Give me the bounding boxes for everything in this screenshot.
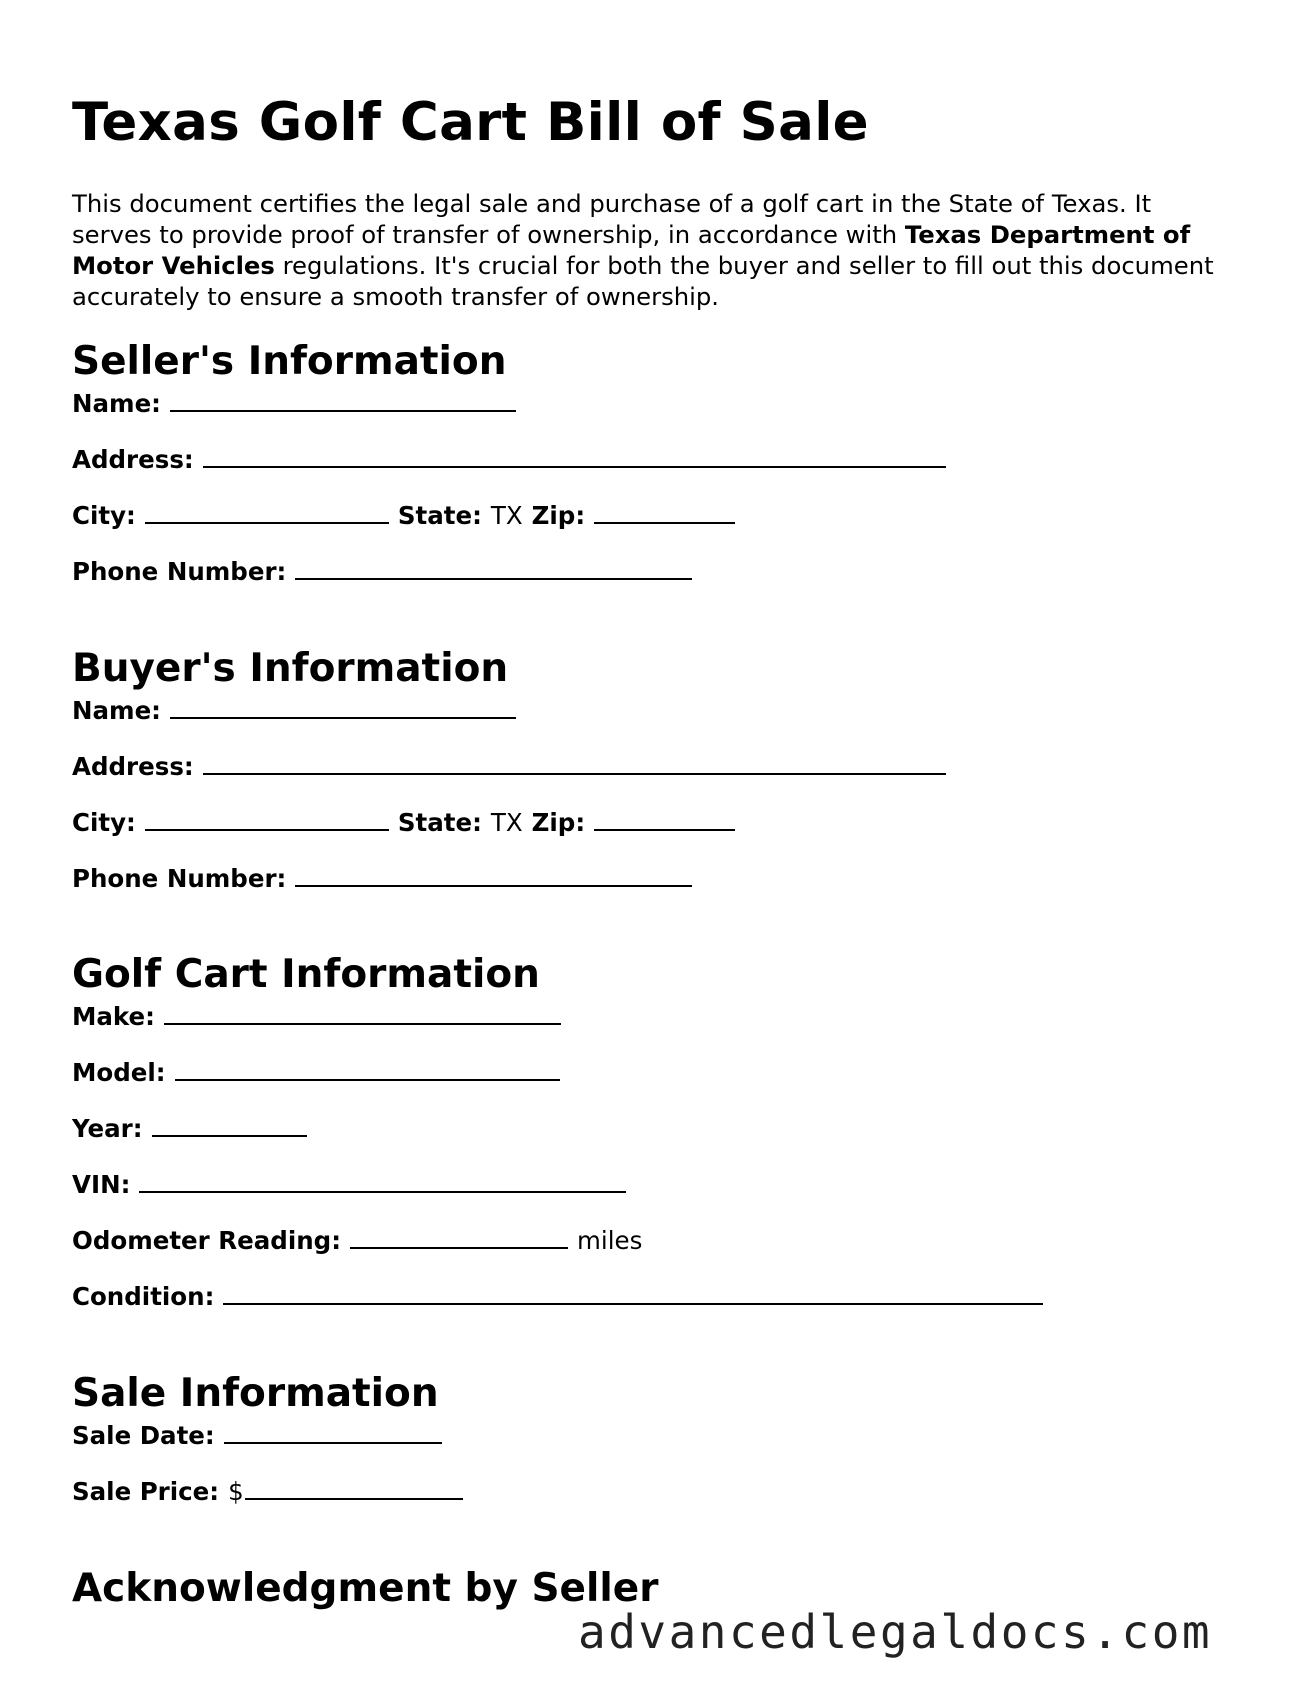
buyer-address-row xyxy=(72,750,946,784)
seller-address-row xyxy=(72,443,946,477)
cart-condition-label: Condition: xyxy=(72,1282,215,1311)
cart-odometer-label: Odometer Reading: xyxy=(72,1226,342,1255)
buyer-city-label: City: xyxy=(72,808,136,837)
acknowledgment-heading: Acknowledgment by Seller xyxy=(72,1566,659,1611)
sale-price-field[interactable] xyxy=(245,1476,463,1500)
cart-odometer-row xyxy=(72,1224,642,1258)
seller-phone-row xyxy=(72,555,692,589)
cart-vin-label: VIN: xyxy=(72,1170,131,1199)
seller-phone-label: Phone Number: xyxy=(72,557,287,586)
seller-state-label: State: xyxy=(397,501,482,530)
intro-text-2: regulations. It's crucial for both the buyer and seller to fill out this document accurately to ensure a smooth transfer of ownership. xyxy=(72,251,1214,311)
cart-year-label: Year: xyxy=(72,1114,143,1143)
cart-condition-field[interactable] xyxy=(223,1281,1043,1305)
seller-name-field[interactable] xyxy=(170,388,516,412)
watermark: advancedlegaldocs.com xyxy=(578,1605,1213,1659)
sale-date-row xyxy=(72,1419,442,1453)
seller-heading: Seller's Information xyxy=(72,339,507,384)
buyer-address-field[interactable] xyxy=(203,751,946,775)
buyer-city-field[interactable] xyxy=(145,807,389,831)
buyer-name-row xyxy=(72,694,516,728)
intro-bold-text: Texas Department of Motor Vehicles xyxy=(72,220,1191,280)
seller-zip-label: Zip: xyxy=(531,501,586,530)
cart-odometer-field[interactable] xyxy=(350,1225,568,1249)
seller-address-field[interactable] xyxy=(203,444,946,468)
cart-make-field[interactable] xyxy=(164,1001,561,1025)
seller-name-label: Name: xyxy=(72,389,161,418)
buyer-zip-field[interactable] xyxy=(594,807,735,831)
seller-phone-field[interactable] xyxy=(295,556,692,580)
cart-year-field[interactable] xyxy=(152,1113,307,1137)
buyer-phone-row xyxy=(72,862,692,896)
buyer-name-label: Name: xyxy=(72,696,161,725)
buyer-phone-field[interactable] xyxy=(295,863,692,887)
cart-year-row xyxy=(72,1112,307,1146)
sale-date-field[interactable] xyxy=(224,1420,442,1444)
intro-paragraph xyxy=(72,188,1237,312)
sale-price-label: Sale Price: xyxy=(72,1477,220,1506)
buyer-state-value: TX xyxy=(490,808,523,837)
seller-zip-field[interactable] xyxy=(594,500,735,524)
buyer-address-label: Address: xyxy=(72,752,194,781)
cart-vin-field[interactable] xyxy=(139,1169,626,1193)
intro-text-1: This document certifies the legal sale and purchase of a golf cart in the State of Texas. It serves to provide proof of transfer of ownership, in accordance with xyxy=(72,189,1152,249)
cart-condition-row xyxy=(72,1280,1043,1314)
seller-state-value: TX xyxy=(490,501,523,530)
golf-cart-heading: Golf Cart Information xyxy=(72,952,540,997)
document-title: Texas Golf Cart Bill of Sale xyxy=(72,92,869,153)
cart-model-row xyxy=(72,1056,560,1090)
buyer-city-row xyxy=(72,806,735,840)
cart-make-label: Make: xyxy=(72,1002,155,1031)
seller-address-label: Address: xyxy=(72,445,194,474)
cart-make-row xyxy=(72,1000,561,1034)
sale-price-currency: $ xyxy=(228,1477,244,1506)
buyer-zip-label: Zip: xyxy=(531,808,586,837)
buyer-heading: Buyer's Information xyxy=(72,646,509,691)
sale-price-row xyxy=(72,1475,463,1509)
seller-city-row xyxy=(72,499,735,533)
sale-date-label: Sale Date: xyxy=(72,1421,215,1450)
seller-city-field[interactable] xyxy=(145,500,389,524)
seller-city-label: City: xyxy=(72,501,136,530)
sale-heading: Sale Information xyxy=(72,1371,439,1416)
buyer-name-field[interactable] xyxy=(170,695,516,719)
cart-model-field[interactable] xyxy=(175,1057,560,1081)
seller-name-row xyxy=(72,387,516,421)
cart-vin-row xyxy=(72,1168,626,1202)
cart-odometer-unit: miles xyxy=(577,1226,643,1255)
cart-model-label: Model: xyxy=(72,1058,166,1087)
buyer-state-label: State: xyxy=(397,808,482,837)
buyer-phone-label: Phone Number: xyxy=(72,864,287,893)
